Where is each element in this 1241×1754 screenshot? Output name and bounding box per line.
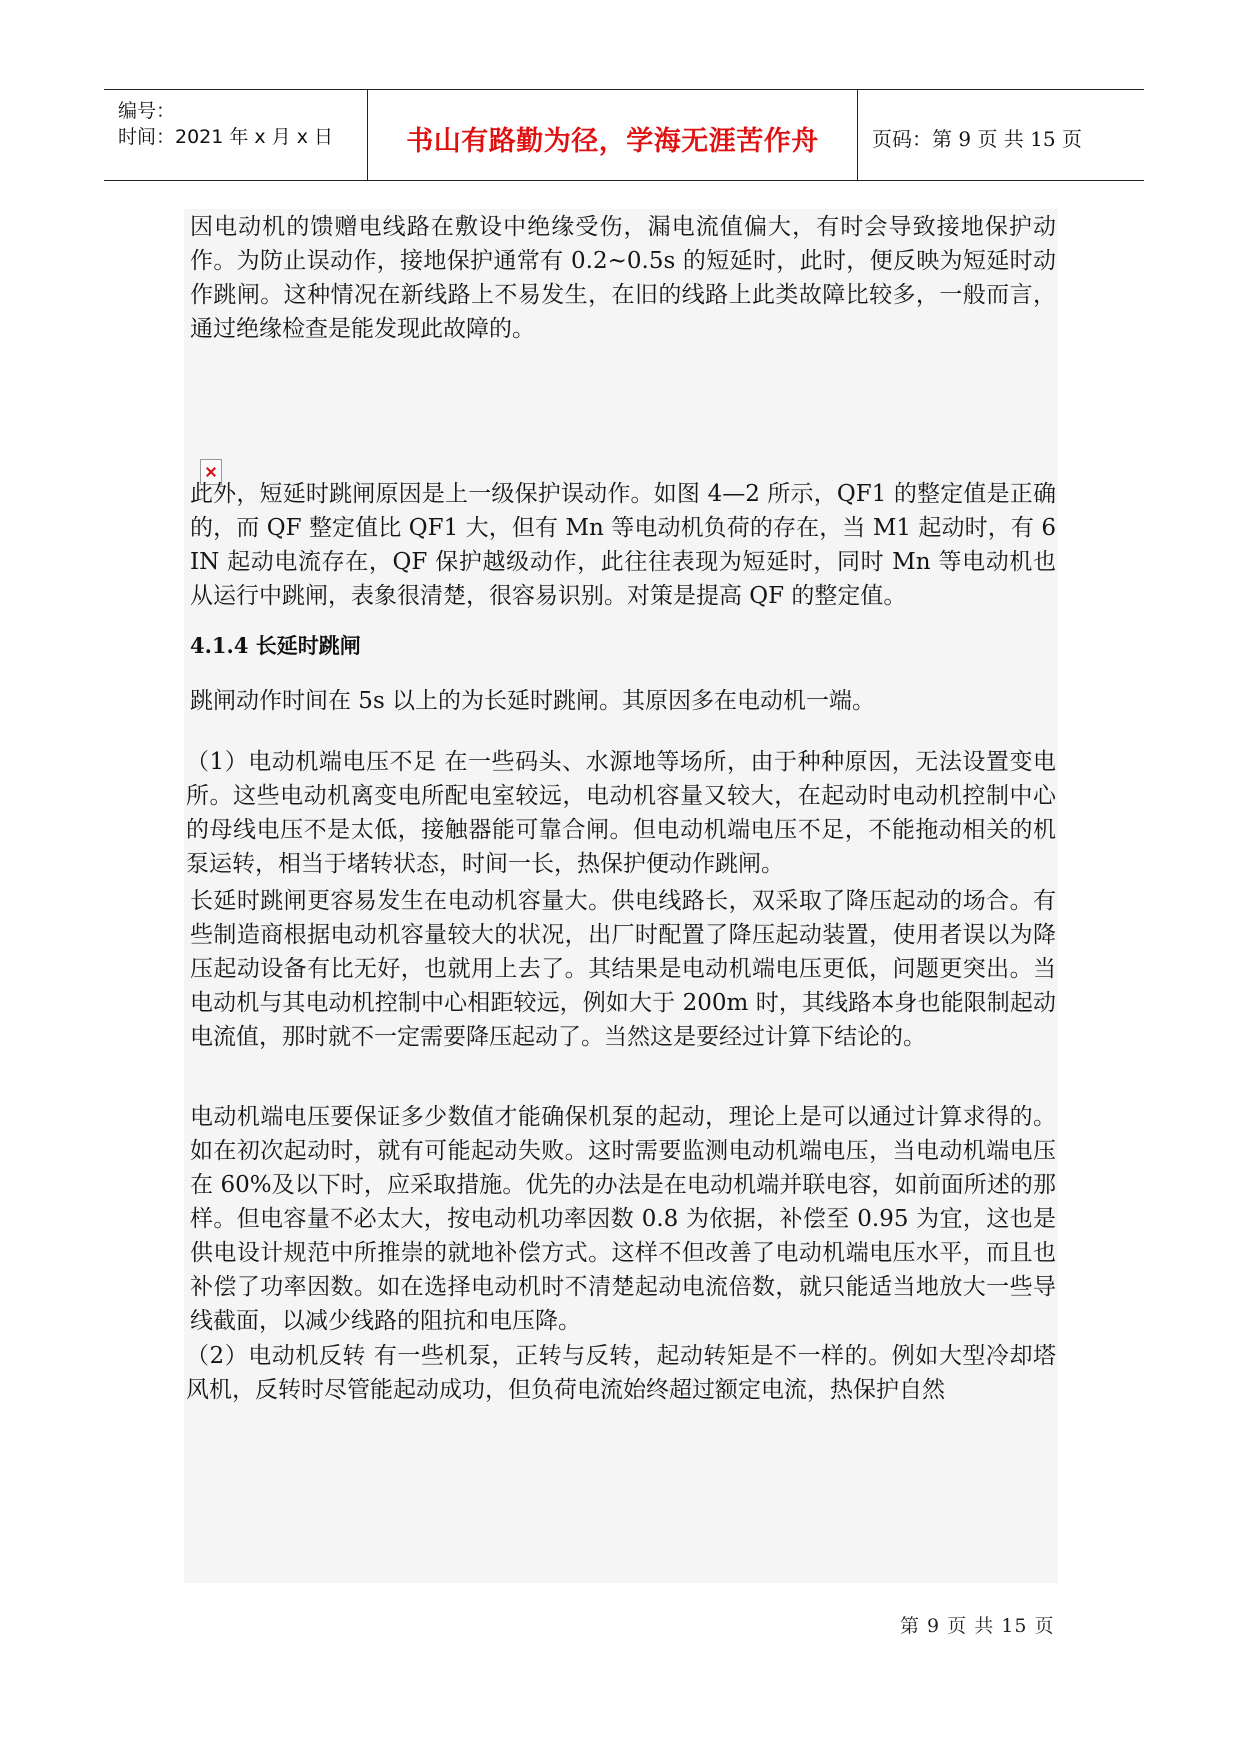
paragraph-reverse-rotation: （2）电动机反转 有一些机泵，正转与反转，起动转矩是不一样的。例如大型冷却塔风机，反转时尽管能起动成功，但负荷电流始终超过额定电流，热保护自然 (186, 1343, 1056, 1403)
paragraph-ground-fault: 因电动机的馈赠电线路在敷设中绝缘受伤，漏电流值偏大，有时会导致接地保护动作。为防止误动作，接地保护通常有 0.2~0.5s 的短延时，此时，便反映为短延时动作跳闸。这种情况在新线路上不易发生，在旧的线路上此类故障比较多，一般而言，通过绝缘检查是能发现此故障的。 (190, 214, 1056, 342)
page-number-label: 页码：第 9 页 共 15 页 (872, 127, 1082, 151)
header-motto-cell (368, 90, 858, 180)
header-page-cell (858, 90, 1144, 180)
paragraph-upper-protection: 此外，短延时跳闸原因是上一级保护误动作。如图 4—2 所示，QF1 的整定值是正确的，而 QF 整定值比 QF1 大，但有 Mn 等电动机负荷的存在，当 M1 起动时，有 6 IN 起动电流存在，QF 保护越级动作，此往往表现为短延时，同时 Mn 等电动机也从运行中跳闸，表象很清楚，很容易识别。对策是提高 QF 的整定值。 (190, 481, 1056, 609)
motto-text: 书山有路勤为径，学海无涯苦作舟 (406, 126, 819, 157)
paragraph-long-delay-intro: 跳闸动作时间在 5s 以上的为长延时跳闸。其原因多在电动机一端。 (190, 688, 876, 714)
section-heading: 4.1.4 长延时跳闸 (190, 633, 361, 658)
date-label: 时间：2021 年 x 月 x 日 (118, 126, 334, 148)
paragraph-low-voltage: （1）电动机端电压不足 在一些码头、水源地等场所，由于种种原因，无法设置变电所。这些电动机离变电所配电室较远，电动机容量又较大，在起动时电动机控制中心的母线电压不是太低，接触器能可靠合闸。但电动机端电压不足，不能拖动相关的机泵运转，相当于堵转状态，时间一长，热保护便动作跳闸。 (186, 749, 1056, 877)
header-meta-cell (104, 90, 368, 180)
document-body (184, 209, 1058, 1583)
serial-number-label: 编号： (118, 100, 176, 122)
paragraph-reduced-voltage-start: 长延时跳闸更容易发生在电动机容量大。供电线路长，双采取了降压起动的场合。有些制造商根据电动机容量较大的状况，出厂时配置了降压起动装置，使用者误以为降压起动设备有比无好，也就用上去了。其结果是电动机端电压更低，问题更突出。当电动机与其电动机控制中心相距较远，例如大于 200m 时，其线路本身也能限制起动电流值，那时就不一定需要降压起动了。当然这是要经过计算下结论的。 (190, 888, 1056, 1050)
page-footer: 第 9 页 共 15 页 (900, 1615, 1055, 1637)
document-header (104, 89, 1144, 181)
paragraph-voltage-compensation: 电动机端电压要保证多少数值才能确保机泵的起动，理论上是可以通过计算求得的。如在初次起动时，就有可能起动失败。这时需要监测电动机端电压，当电动机端电压在 60%及以下时，应采取措施。优先的办法是在电动机端并联电容，如前面所述的那样。但电容量不必太大，按电动机功率因数 0.8 为依据，补偿至 0.95 为宜，这也是供电设计规范中所推崇的就地补偿方式。这样不但改善了电动机端电压水平，而且也补偿了功率因数。如在选择电动机时不清楚起动电流倍数，就只能适当地放大一些导线截面，以减少线路的阻抗和电压降。 (190, 1104, 1056, 1334)
